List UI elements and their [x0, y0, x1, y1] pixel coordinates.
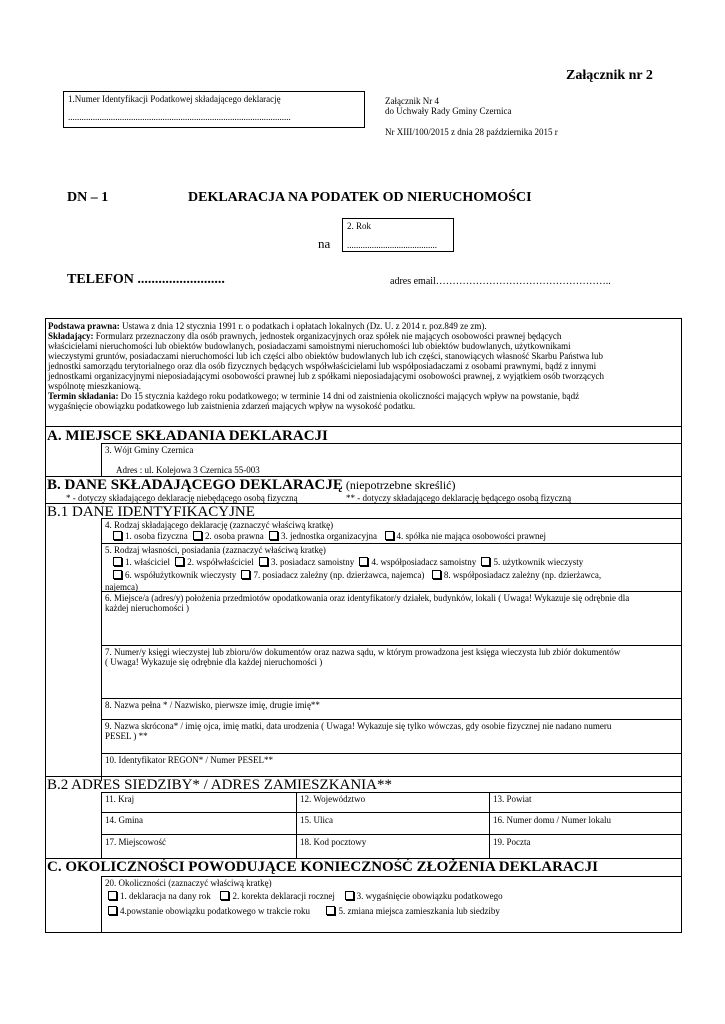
checkbox[interactable]: [359, 557, 368, 566]
field6-line1: 6. Miejsce/a (adres/y) położenia przedmiotów opodatkowania oraz identyfikator/y działek, budynków, lokali ( Uwaga! Wykazuje się odrębnie dla: [105, 593, 630, 603]
field5-label: 5. Rodzaj własności, posiadania (zaznaczyć właściwą kratkę): [105, 545, 326, 555]
option-zmiana-miejsca: 5. zmiana miejsca zamieszkania lub siedziby: [338, 906, 500, 916]
field-kod-pocztowy[interactable]: 18. Kod pocztowy: [300, 837, 367, 847]
option-uzytkownik-wieczysty: 5. użytkownik wieczysty: [493, 557, 584, 567]
option-spolka: 4. spółka nie mająca osobowości prawnej: [396, 531, 546, 541]
field-numer-domu[interactable]: 16. Numer domu / Numer lokalu: [493, 815, 611, 825]
section-a-title: A. MIEJSCE SKŁADANIA DEKLARACJI: [47, 428, 328, 444]
na-label: na: [318, 236, 331, 251]
filers-label: Składający:: [48, 331, 94, 341]
field5-row1: [110, 557, 583, 567]
checkbox[interactable]: [108, 891, 117, 900]
option-posiadacz-samoistny: 3. posiadacz samoistny: [270, 557, 355, 567]
field-ulica[interactable]: 15. Ulica: [300, 815, 333, 825]
deadline-label: Termin składania:: [48, 391, 119, 401]
field20-label: 20. Okoliczności (zaznaczyć właściwą kratkę): [105, 878, 272, 888]
attachment-number: Załącznik nr 2: [566, 68, 653, 83]
resolution-line2: do Uchwały Rady Gminy Czernica: [385, 106, 512, 116]
email-field[interactable]: adres email……………………………………………..: [390, 276, 611, 287]
option-deklaracja-roczna: 1. deklaracja na dany rok: [120, 891, 211, 901]
basis-label: Podstawa prawna:: [48, 321, 120, 331]
field6-area[interactable]: [105, 593, 680, 613]
b2-title: B.2 ADRES SIEDZIBY* / ADRES ZAMIESZKANIA**: [47, 777, 393, 793]
checkbox[interactable]: [113, 570, 122, 579]
basis-text: Ustawa z dnia 12 stycznia 1991 r. o podatkach i opłatach lokalnych (Dz. U. z 2014 r. poz.849 ze zm).: [119, 321, 487, 331]
year-dots: ........................................: [347, 240, 437, 250]
field-miejscowosc[interactable]: 17. Miejscowość: [105, 837, 166, 847]
option-osoba-prawna: 2. osoba prawna: [204, 531, 264, 541]
field4-label: 4. Rodzaj składającego deklarację (zaznaczyć właściwą kratkę): [105, 520, 334, 530]
field10-id[interactable]: 10. Identyfikator REGON* / Numer PESEL**: [105, 755, 273, 765]
resolution-line1: Załącznik Nr 4: [385, 96, 439, 106]
b1-title: B.1 DANE IDENTYFIKACYJNE: [47, 504, 255, 520]
field4-options: [110, 531, 546, 541]
nip-label: 1.Numer Identyfikacji Podatkowej składającego deklarację: [68, 94, 281, 104]
checkbox[interactable]: [326, 906, 335, 915]
option-posiadacz-zalezny: 7. posiadacz zależny (np. dzierżawca, najemca): [253, 570, 425, 580]
field9-line1: 9. Nazwa skrócona* / imię ojca, imię matki, data urodzenia ( Uwaga! Wykazuje się tylko wówczas, gdy osobie fizycznej nie nadano numeru: [105, 721, 612, 731]
field-wojewodztwo[interactable]: 12. Województwo: [300, 794, 366, 804]
office-address: Adres : ul. Kolejowa 3 Czernica 55-003: [116, 465, 260, 475]
year-box[interactable]: [342, 218, 454, 252]
option-wygasniecie: 3. wygaśnięcie obowiązku podatkowego: [356, 891, 503, 901]
section-c-title: C. OKOLICZNOŚCI POWODUJĄCE KONIECZNOŚĆ ZŁOŻENIA DEKLARACJI: [47, 859, 598, 875]
checkbox[interactable]: [385, 531, 394, 540]
filers-line4: jednostki samorządu terytorialnego oraz dla osób fizycznych będących współwłaścicielami lub współposiadaczami z osobami prawnymi, bądź z innymi: [48, 361, 597, 371]
option-powstanie: 4.powstanie obowiązku podatkowego w trakcie roku: [120, 906, 310, 916]
option-jednostka: 3. jednostka organizacyjna: [280, 531, 378, 541]
option-wlasciciel: 1. właściciel: [125, 557, 170, 567]
year-label: 2. Rok: [347, 221, 372, 231]
legal-basis: [48, 321, 680, 411]
checkbox[interactable]: [259, 557, 268, 566]
checkbox[interactable]: [193, 531, 202, 540]
field-poczta[interactable]: 19. Poczta: [493, 837, 531, 847]
option-wspoluzytkownik: 6. współużytkownik wieczysty: [125, 570, 237, 580]
field7-area[interactable]: [105, 647, 680, 667]
note-natural: ** - dotyczy składającego deklarację będącego osobą fizyczną: [346, 493, 572, 503]
filers-line2: właścicielami nieruchomości lub obiektów budowlanych, posiadaczami samoistnymi nieruchomości lub obiektów budowlanych, użytkownikami: [48, 341, 571, 351]
checkbox[interactable]: [481, 557, 490, 566]
option-wspolposiadacz-zalezny: 8. współposiadacz zależny (np. dzierżawca,: [443, 570, 602, 580]
field-kraj[interactable]: 11. Kraj: [105, 794, 135, 804]
resolution-line3: Nr XIII/100/2015 z dnia 28 października 2015 r: [385, 127, 558, 137]
filers-line1: Formularz przeznaczony dla osób prawnych, jednostek organizacyjnych oraz spółek nie mających osobowości prawnej będących: [93, 331, 562, 341]
field5-row3: najemca): [105, 582, 138, 592]
field-powiat[interactable]: 13. Powiat: [493, 794, 532, 804]
filers-line3: wieczystymi gruntów, posiadaczami nieruchomości lub ich części albo obiektów budowlanych lub ich części, stanowiących własność Skarbu Państwa lub: [48, 351, 604, 361]
form-title: DEKLARACJA NA PODATEK OD NIERUCHOMOŚCI: [188, 190, 532, 205]
deadline-line2: wygaśnięcie obowiązku podatkowego lub zaistnienia zdarzeń mających wpływ na wysokość podatku.: [48, 401, 416, 411]
checkbox[interactable]: [241, 570, 250, 579]
field3-label: 3. Wójt Gminy Czernica: [105, 445, 194, 455]
checkbox[interactable]: [108, 906, 117, 915]
filers-line6: wspólnotę mieszkaniową.: [48, 381, 141, 391]
field-gmina[interactable]: 14. Gmina: [105, 815, 143, 825]
option-osoba-fizyczna: 1. osoba fizyczna: [125, 531, 188, 541]
section-b-title: B. DANE SKŁADAJĄCEGO DEKLARACJĘ: [47, 477, 343, 493]
form-code: DN – 1: [67, 190, 109, 205]
checkbox[interactable]: [269, 531, 278, 540]
filers-line5: jednostkami organizacyjnymi nieposiadającymi osobowości prawnej lub z spółkami nieposiadającymi osobowości prawnej, z wyjątkiem osób tworzących: [48, 371, 604, 381]
field8-name[interactable]: 8. Nazwa pełna * / Nazwisko, pierwsze imię, drugie imię**: [105, 700, 320, 710]
section-b-note: (niepotrzebne skreślić): [342, 478, 456, 492]
option-wspolposiadacz-samoistny: 4. współposiadacz samoistny: [371, 557, 477, 567]
field20-row1: [105, 891, 503, 901]
checkbox[interactable]: [113, 531, 122, 540]
field6-line2: każdej nieruchomości ): [105, 603, 189, 613]
checkbox[interactable]: [175, 557, 184, 566]
option-wspolwlasciciel: 2. współwłaściciel: [187, 557, 254, 567]
note-non-natural: * - dotyczy składającego deklarację niebędącego osobą fizyczną: [66, 493, 298, 503]
field7-line2: ( Uwaga! Wykazuje się odrębnie dla każdej nieruchomości ): [105, 657, 323, 667]
field9-area[interactable]: [105, 721, 680, 741]
nip-box[interactable]: [63, 91, 365, 128]
option-korekta: 2. korekta deklaracji rocznej: [232, 891, 335, 901]
nip-dots: ...................................................................................................: [68, 112, 291, 122]
phone-field[interactable]: TELEFON .........................: [67, 272, 225, 287]
field9-line2: PESEL ) **: [105, 731, 148, 741]
checkbox[interactable]: [113, 557, 122, 566]
checkbox[interactable]: [432, 570, 441, 579]
checkbox[interactable]: [345, 891, 354, 900]
checkbox[interactable]: [220, 891, 229, 900]
field20-row2: [105, 906, 500, 916]
field5-row2: [110, 570, 601, 580]
deadline-line1: Do 15 stycznia każdego roku podatkowego; w terminie 14 dni od zaistnienia okoliczności mających wpływ na powstanie, bądź: [118, 391, 580, 401]
field7-line1: 7. Numer/y księgi wieczystej lub zbioru/ów dokumentów oraz nazwa sądu, w którym prowadzona jest księga wieczysta lub zbiór dokumentów: [105, 647, 621, 657]
field3-box: [101, 443, 682, 476]
